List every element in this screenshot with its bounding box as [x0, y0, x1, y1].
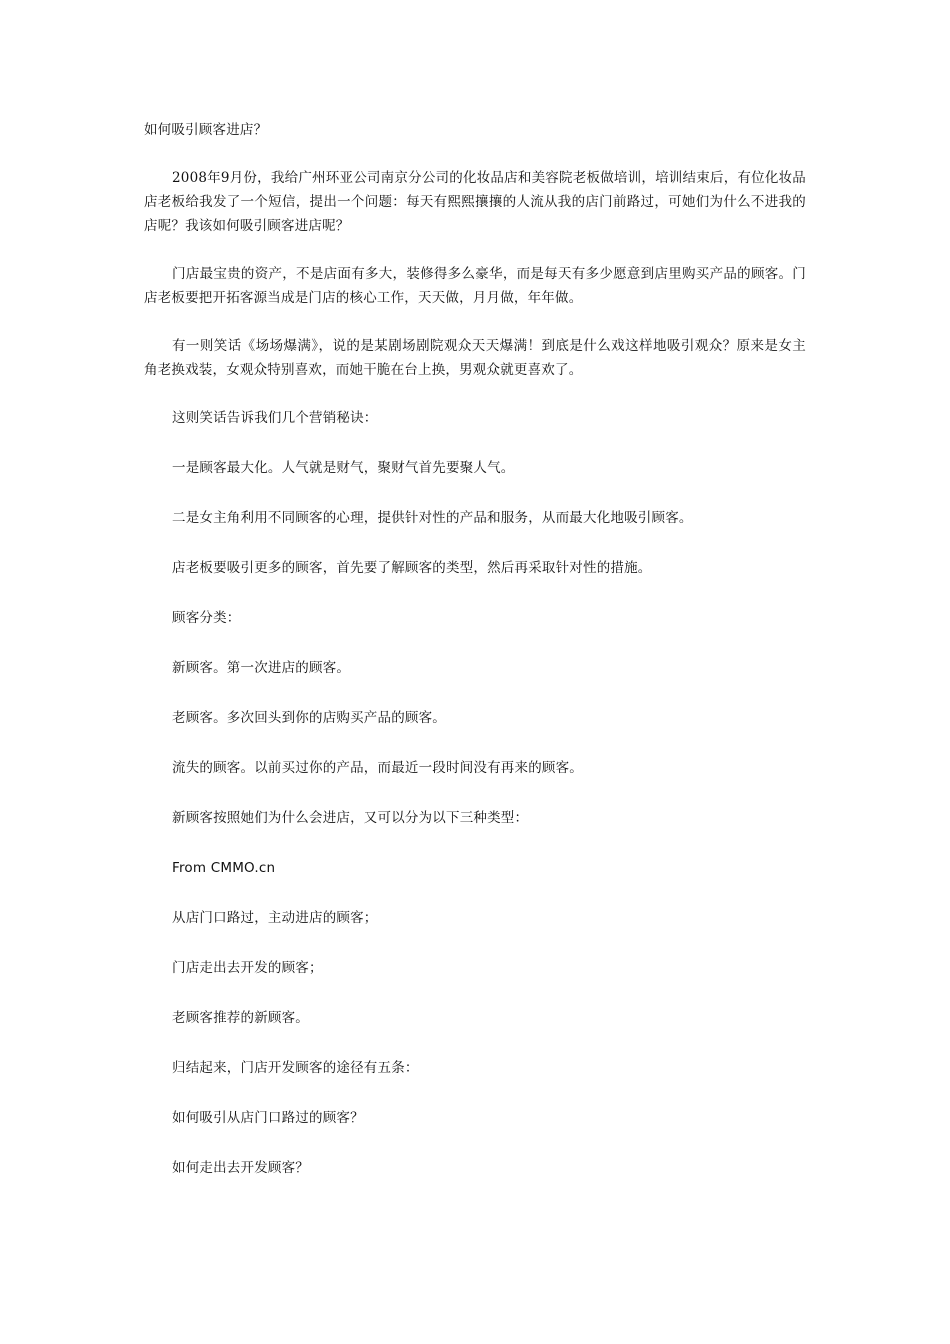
paragraph-store-asset: 门店最宝贵的资产，不是店面有多大，装修得多么豪华，而是每天有多少愿意到店里购买产品的顾客。门店老板要把开拓客源当成是门店的核心工作，天天做，月月做，年年做。 [144, 266, 806, 306]
paragraph-training-story: 2008年9月份，我给广州环亚公司南京分公司的化妆品店和美容院老板做培训，培训结束后，有位化妆品店老板给我发了一个短信，提出一个问题：每天有熙熙攘攘的人流从我的店门前路过，可她们为什么不进我的店呢？我该如何吸引顾客进店呢？ [144, 170, 806, 234]
line-marketing-secrets: 这则笑话告诉我们几个营销秘诀： [172, 410, 378, 426]
line-walk-in: 从店门口路过，主动进店的顾客； [172, 910, 378, 926]
line-outreach: 门店走出去开发的顾客； [172, 960, 323, 976]
line-referral: 老顾客推荐的新顾客。 [172, 1010, 309, 1026]
line-five-ways: 归结起来，门店开发顾客的途径有五条： [172, 1060, 419, 1076]
line-question-outreach: 如何走出去开发顾客？ [172, 1160, 309, 1176]
line-point-one: 一是顾客最大化。人气就是财气，聚财气首先要聚人气。 [172, 460, 515, 476]
source-credit: From CMMO.cn [172, 860, 276, 876]
line-understand-types: 店老板要吸引更多的顾客，首先要了解顾客的类型，然后再采取针对性的措施。 [172, 560, 652, 576]
document-title: 如何吸引顾客进店？ [144, 122, 268, 138]
line-old-customer: 老顾客。多次回头到你的店购买产品的顾客。 [172, 710, 446, 726]
line-new-customer: 新顾客。第一次进店的顾客。 [172, 660, 351, 676]
line-customer-classification: 顾客分类： [172, 610, 241, 626]
paragraph-joke: 有一则笑话《场场爆满》，说的是某剧场剧院观众天天爆满！到底是什么戏这样地吸引观众？原来是女主角老换戏装，女观众特别喜欢，而她干脆在台上换，男观众就更喜欢了。 [144, 338, 806, 378]
document-page [144, 118, 806, 1206]
line-point-two: 二是女主角利用不同顾客的心理，提供针对性的产品和服务，从而最大化地吸引顾客。 [172, 510, 693, 526]
line-new-customer-types: 新顾客按照她们为什么会进店，又可以分为以下三种类型： [172, 810, 529, 826]
line-question-passersby: 如何吸引从店门口路过的顾客？ [172, 1110, 364, 1126]
line-lost-customer: 流失的顾客。以前买过你的产品，而最近一段时间没有再来的顾客。 [172, 760, 583, 776]
